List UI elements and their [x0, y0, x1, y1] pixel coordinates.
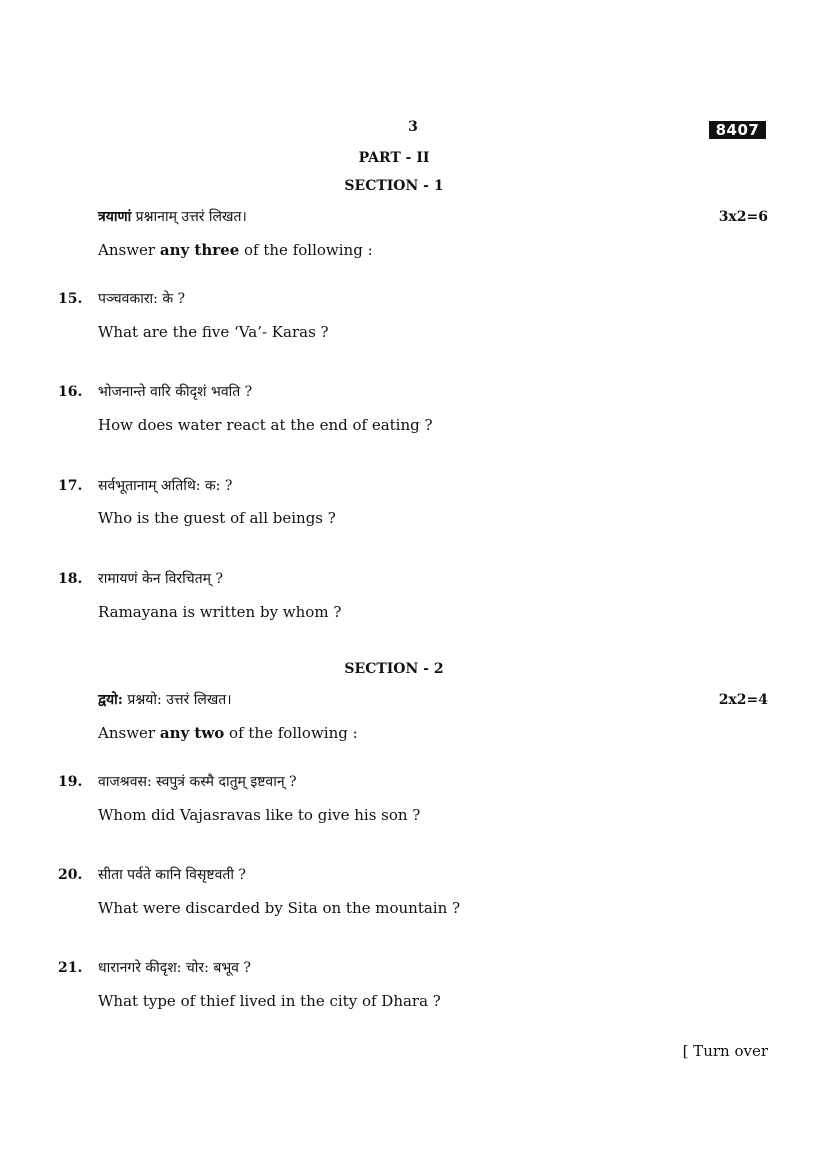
section-2-heading: SECTION - 2	[344, 661, 444, 677]
section-1-instruction-sanskrit-bold: त्रयाणां	[98, 209, 132, 225]
part-heading: PART - II	[358, 150, 430, 166]
section-1-marks: 3x2=6	[718, 209, 768, 225]
turn-over-note: [ Turn over	[682, 1042, 768, 1060]
question-19-number: 19.	[58, 774, 83, 790]
section-1-instruction-en-bold: any three	[159, 241, 240, 259]
question-21-number: 21.	[58, 960, 83, 976]
question-15-number: 15.	[58, 291, 83, 307]
section-1-instruction-en-pre: Answer	[98, 241, 160, 259]
question-20-number: 20.	[58, 867, 83, 883]
question-18-sanskrit: रामायणं केन विरचितम् ?	[98, 571, 223, 587]
section-1-instruction-sanskrit-rest: प्रश्नानाम् उत्तरं लिखत।	[131, 209, 247, 225]
section-2-instruction-en-pre: Answer	[98, 724, 160, 742]
section-1-instruction-en-post: of the following :	[239, 241, 373, 259]
question-15-english: What are the five ‘Va’- Karas ?	[98, 323, 329, 341]
question-17-english: Who is the guest of all beings ?	[98, 509, 336, 527]
question-17-sanskrit: सर्वभूतानाम् अतिथि: क: ?	[98, 478, 233, 494]
paper-code-badge: 8407	[709, 121, 766, 139]
section-2-instruction-sanskrit-bold: द्वयो:	[98, 692, 123, 708]
question-16-sanskrit: भोजनान्ते वारि कीदृशं भवति ?	[98, 384, 253, 400]
section-2-marks: 2x2=4	[718, 692, 768, 708]
section-1-heading: SECTION - 1	[344, 178, 444, 194]
section-2-instruction-sanskrit	[98, 690, 232, 709]
section-1-instruction-english	[98, 241, 373, 259]
page-number: 3	[408, 119, 418, 135]
question-20-english: What were discarded by Sita on the mountain ?	[98, 899, 461, 917]
question-17-number: 17.	[58, 478, 83, 494]
question-18-number: 18.	[58, 571, 83, 587]
question-16-english: How does water react at the end of eating ?	[98, 416, 433, 434]
section-2-instruction-sanskrit-rest: प्रश्नयो: उत्तरं लिखत।	[122, 692, 232, 708]
question-15-sanskrit: पञ्चवकारा: के ?	[98, 291, 186, 307]
section-2-instruction-en-post: of the following :	[224, 724, 358, 742]
question-19-sanskrit: वाजश्रवस: स्वपुत्रं कस्मै दातुम् इष्टवान् ?	[98, 774, 297, 790]
question-21-english: What type of thief lived in the city of Dhara ?	[98, 992, 441, 1010]
question-19-english: Whom did Vajasravas like to give his son ?	[98, 806, 421, 824]
question-20-sanskrit: सीता पर्वते कानि विसृष्टवती ?	[98, 867, 246, 883]
question-21-sanskrit: धारानगरे कीदृश: चोर: बभूव ?	[98, 960, 251, 976]
question-16-number: 16.	[58, 384, 83, 400]
question-18-english: Ramayana is written by whom ?	[98, 603, 342, 621]
section-2-instruction-english	[98, 724, 358, 742]
section-1-instruction-sanskrit	[98, 207, 247, 226]
section-2-instruction-en-bold: any two	[159, 724, 225, 742]
